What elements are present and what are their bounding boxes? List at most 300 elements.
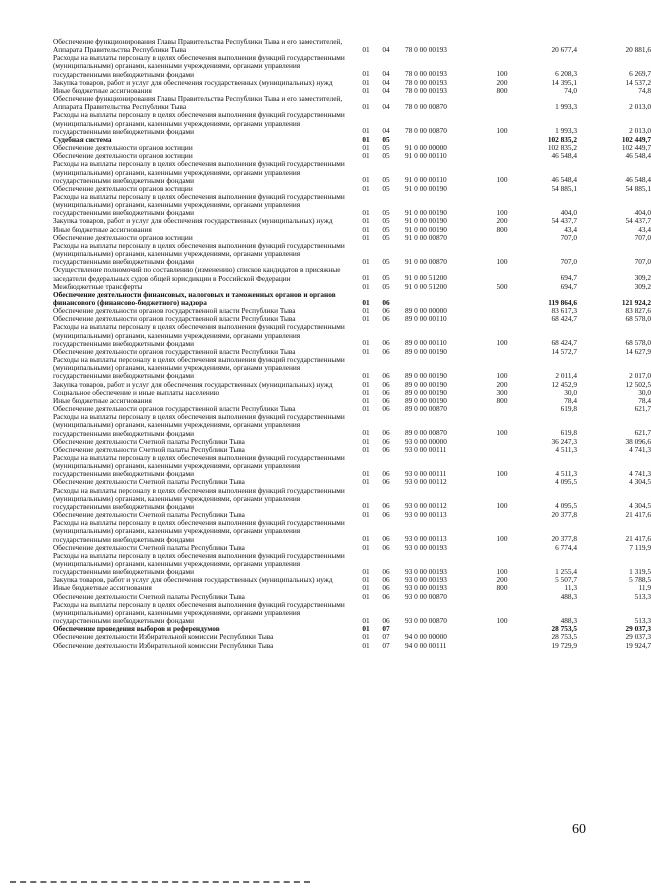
row-subsection-code: 06: [382, 436, 390, 446]
row-subsection-code: 06: [382, 510, 390, 520]
row-name: Обеспечение деятельности Счетной палаты Республики Тыва: [53, 436, 245, 446]
row-amount-year1: 5 507,7: [555, 575, 577, 585]
table-row: [53, 159, 651, 185]
row-target-code: 91 0 00 00190: [405, 207, 447, 217]
table-row: [53, 94, 651, 112]
row-target-code: 78 0 00 00870: [405, 101, 447, 111]
row-name: Расходы на выплаты персоналу в целях обеспечения выполнения функций государственными (муниципальными) органами, казенными учреждениями, органами управления государственными внебюджетными фондами: [53, 159, 345, 185]
row-amount-year1: 6 208,3: [555, 69, 577, 79]
row-section-code: 01: [362, 542, 370, 552]
row-section-code: 01: [362, 370, 370, 380]
row-subsection-code: 06: [382, 297, 390, 307]
row-subsection-code: 05: [382, 151, 390, 161]
row-amount-year2: 54 885,1: [625, 183, 651, 193]
row-target-code: 94 0 00 00111: [405, 640, 447, 650]
row-section-code: 01: [362, 387, 370, 397]
row-amount-year1: 20 677,4: [551, 44, 577, 54]
row-name: Обеспечение деятельности органов государственной власти Республики Тыва: [53, 314, 296, 324]
row-amount-year2: 1 319,5: [629, 566, 651, 576]
row-subsection-code: 05: [382, 256, 390, 266]
row-section-code: 01: [362, 428, 370, 438]
row-amount-year1: 619,8: [560, 404, 577, 414]
row-target-code: 91 0 00 00870: [405, 256, 447, 266]
row-section-code: 01: [362, 216, 370, 226]
row-amount-year2: 83 827,6: [625, 306, 651, 316]
row-name: Обеспечение деятельности Избирательной комиссии Республики Тыва: [53, 640, 274, 650]
row-target-code: 89 0 00 00190: [405, 395, 447, 405]
row-amount-year2: 68 578,0: [625, 338, 651, 348]
table-row: [53, 37, 651, 55]
row-section-code: 01: [362, 297, 370, 307]
row-section-code: 01: [362, 85, 370, 95]
row-section-code: 01: [362, 143, 370, 153]
row-amount-year2: 2 013,0: [629, 126, 651, 136]
row-target-code: 93 0 00 00112: [405, 501, 447, 511]
row-subsection-code: 05: [382, 216, 390, 226]
row-name: Расходы на выплаты персоналу в целях обеспечения выполнения функций государственными (муниципальными) органами, казенными учреждениями, органами управления государственными внебюджетными фондами: [53, 412, 345, 438]
row-subsection-code: 06: [382, 428, 390, 438]
row-amount-year1: 102 835,2: [547, 143, 577, 153]
row-section-code: 01: [362, 501, 370, 511]
row-subsection-code: 06: [382, 370, 390, 380]
row-section-code: 01: [362, 640, 370, 650]
row-section-code: 01: [362, 566, 370, 576]
row-name: Расходы на выплаты персоналу в целях обеспечения выполнения функций государственными (муниципальными) органами, казенными учреждениями, органами управления государственными внебюджетными фондами: [53, 485, 345, 511]
row-name: Обеспечение деятельности органов юстиции: [53, 151, 193, 161]
row-section-code: 01: [362, 346, 370, 356]
row-subsection-code: 06: [382, 566, 390, 576]
row-name: Расходы на выплаты персоналу в целях обеспечения выполнения функций государственными (муниципальными) органами, казенными учреждениями, органами управления государственными внебюджетными фондами: [53, 240, 345, 267]
row-name: Обеспечение деятельности Избирательной комиссии Республики Тыва: [53, 632, 274, 642]
row-subsection-code: 05: [382, 143, 390, 153]
row-name: Расходы на выплаты персоналу в целях обеспечения выполнения функций государственными (муниципальными) органами, казенными учреждениями, органами управления государственными внебюджетными фондами: [53, 518, 345, 544]
row-section-code: 01: [362, 314, 370, 324]
row-section-code: 01: [362, 338, 370, 348]
row-amount-year2: 21 417,6: [625, 534, 651, 544]
row-section-code: 01: [362, 575, 370, 585]
row-name: Расходы на выплаты персоналу в целях обеспечения выполнения функций государственными (муниципальными) органами, казенными учреждениями, органами управления государственными внебюджетными фондами: [53, 110, 345, 136]
row-amount-year1: 707,0: [560, 232, 577, 242]
row-expense-type: 800: [496, 85, 508, 95]
row-amount-year2: 29 037,3: [625, 632, 651, 642]
row-name: Закупка товаров, работ и услуг для обеспечения государственных (муниципальных) нужд: [53, 575, 333, 585]
row-amount-year1: 68 424,7: [551, 338, 577, 348]
row-subsection-code: 05: [382, 232, 390, 242]
row-subsection-code: 06: [382, 387, 390, 397]
row-target-code: 91 0 00 00870: [405, 232, 447, 242]
row-subsection-code: 04: [382, 44, 390, 54]
row-amount-year1: 4 511,3: [555, 468, 577, 478]
row-section-code: 01: [362, 624, 370, 634]
row-amount-year2: 6 269,7: [629, 69, 651, 79]
row-name: Обеспечение деятельности органов юстиции: [53, 143, 193, 153]
row-target-code: 91 0 00 00190: [405, 224, 447, 234]
row-target-code: 93 0 00 00111: [405, 444, 447, 454]
budget-table: [53, 37, 651, 650]
row-target-code: 89 0 00 00190: [405, 346, 447, 356]
row-amount-year1: 1 255,4: [555, 566, 577, 576]
row-subsection-code: 06: [382, 468, 390, 478]
row-subsection-code: 06: [382, 477, 390, 487]
row-name: Расходы на выплаты персоналу в целях обеспечения выполнения функций государственными (муниципальными) органами, казенными учреждениями, органами управления государственными внебюджетными фондами: [53, 191, 345, 218]
row-name: Судебная система: [53, 134, 112, 144]
row-name: Иные бюджетные ассигнования: [53, 395, 152, 405]
row-target-code: 89 0 00 00110: [405, 314, 447, 324]
row-amount-year1: 4 095,5: [555, 477, 577, 487]
row-expense-type: 100: [496, 256, 508, 266]
row-amount-year2: 29 037,3: [625, 624, 651, 634]
row-expense-type: 100: [496, 428, 508, 438]
row-section-code: 01: [362, 306, 370, 316]
row-section-code: 01: [362, 379, 370, 389]
row-subsection-code: 06: [382, 583, 390, 593]
row-expense-type: 100: [496, 338, 508, 348]
row-target-code: 78 0 00 00193: [405, 69, 447, 79]
row-target-code: 78 0 00 00870: [405, 126, 447, 136]
row-expense-type: 100: [496, 615, 508, 625]
row-subsection-code: 05: [382, 224, 390, 234]
row-subsection-code: 04: [382, 85, 390, 95]
row-amount-year1: 619,8: [560, 428, 577, 438]
row-expense-type: 100: [496, 468, 508, 478]
row-expense-type: 200: [496, 216, 508, 226]
row-target-code: 78 0 00 00193: [405, 85, 447, 95]
row-name: Обеспечение деятельности Счетной палаты Республики Тыва: [53, 542, 245, 552]
row-amount-year1: 1 993,3: [555, 126, 577, 136]
row-subsection-code: 05: [382, 175, 390, 185]
row-amount-year2: 309,2: [634, 273, 651, 283]
row-name: Обеспечение деятельности Счетной палаты Республики Тыва: [53, 510, 245, 520]
row-subsection-code: 05: [382, 134, 390, 144]
row-subsection-code: 06: [382, 534, 390, 544]
row-expense-type: 800: [496, 395, 508, 405]
row-amount-year2: 404,0: [634, 207, 651, 217]
row-amount-year2: 12 502,5: [625, 379, 651, 389]
row-target-code: 89 0 00 00870: [405, 404, 447, 414]
row-amount-year1: 36 247,3: [551, 436, 577, 446]
row-expense-type: 800: [496, 224, 508, 234]
row-amount-year1: 694,7: [560, 273, 577, 283]
row-target-code: 91 0 00 00000: [405, 143, 447, 153]
row-subsection-code: 04: [382, 77, 390, 87]
row-amount-year1: 54 885,1: [551, 183, 577, 193]
row-amount-year2: 102 449,7: [621, 134, 651, 144]
row-expense-type: 200: [496, 575, 508, 585]
row-amount-year2: 2 013,0: [629, 101, 651, 111]
row-target-code: 89 0 00 00190: [405, 387, 447, 397]
row-amount-year2: 11,9: [638, 583, 651, 593]
row-name: Обеспечение деятельности Счетной палаты Республики Тыва: [53, 444, 245, 454]
row-section-code: 01: [362, 395, 370, 405]
row-amount-year1: 2 011,4: [555, 370, 577, 380]
row-target-code: 91 0 00 51200: [405, 273, 447, 283]
row-name: Обеспечение деятельности Счетной палаты Республики Тыва: [53, 477, 245, 487]
table-row: [53, 550, 651, 577]
row-section-code: 01: [362, 281, 370, 291]
row-section-code: 01: [362, 224, 370, 234]
row-amount-year2: 19 924,7: [625, 640, 651, 650]
row-target-code: 91 0 00 00110: [405, 175, 447, 185]
row-name: Закупка товаров, работ и услуг для обеспечения государственных (муниципальных) нужд: [53, 379, 333, 389]
row-name: Обеспечение деятельности органов юстиции: [53, 183, 193, 193]
row-amount-year2: 14 537,2: [625, 77, 651, 87]
row-expense-type: 100: [496, 370, 508, 380]
row-amount-year1: 28 753,5: [551, 632, 577, 642]
row-amount-year1: 694,7: [560, 281, 577, 291]
row-amount-year1: 30,0: [564, 387, 577, 397]
row-subsection-code: 06: [382, 542, 390, 552]
table-row: [53, 599, 651, 626]
row-section-code: 01: [362, 273, 370, 283]
row-target-code: 93 0 00 00112: [405, 477, 447, 487]
row-target-code: 89 0 00 00110: [405, 338, 447, 348]
row-amount-year2: 46 548,4: [625, 151, 651, 161]
row-amount-year1: 119 864,6: [548, 297, 577, 307]
row-name: Иные бюджетные ассигнования: [53, 583, 152, 593]
row-section-code: 01: [362, 468, 370, 478]
row-section-code: 01: [362, 101, 370, 111]
table-row: [53, 53, 651, 79]
row-subsection-code: 05: [382, 273, 390, 283]
row-name: Обеспечение функционирования Главы Правительства Республики Тыва и его заместителей, Аппарата Правительства Республики Тыва: [53, 37, 343, 55]
row-expense-type: 100: [496, 501, 508, 511]
row-section-code: 01: [362, 534, 370, 544]
row-amount-year1: 46 548,4: [551, 175, 577, 185]
row-amount-year2: 4 741,3: [629, 468, 651, 478]
row-amount-year2: 68 578,0: [625, 314, 651, 324]
row-section-code: 01: [362, 183, 370, 193]
row-subsection-code: 05: [382, 183, 390, 193]
row-subsection-code: 06: [382, 314, 390, 324]
row-target-code: 91 0 00 51200: [405, 281, 447, 291]
bottom-rule: [10, 881, 310, 883]
row-amount-year2: 707,0: [634, 256, 651, 266]
row-name: Расходы на выплаты персоналу в целях обеспечения выполнения функций государственными (муниципальными) органами, казенными учреждениями, органами управления государственными внебюджетными фондами: [53, 550, 345, 577]
row-amount-year1: 4 511,3: [555, 444, 577, 454]
row-amount-year1: 11,3: [564, 583, 577, 593]
row-amount-year1: 488,3: [560, 615, 577, 625]
row-expense-type: 800: [496, 583, 508, 593]
row-section-code: 01: [362, 444, 370, 454]
row-amount-year1: 4 095,5: [555, 501, 577, 511]
page-number: 60: [572, 822, 586, 837]
row-subsection-code: 06: [382, 346, 390, 356]
row-section-code: 01: [362, 69, 370, 79]
row-expense-type: 100: [496, 207, 508, 217]
row-subsection-code: 04: [382, 69, 390, 79]
row-target-code: 78 0 00 00193: [405, 77, 447, 87]
row-name: Расходы на выплаты персоналу в целях обеспечения выполнения функций государственными (муниципальными) органами, казенными учреждениями, органами управления государственными внебюджетными фондами: [53, 322, 345, 348]
row-amount-year2: 621,7: [634, 404, 651, 414]
row-amount-year2: 38 096,6: [625, 436, 651, 446]
row-name: Иные бюджетные ассигнования: [53, 224, 152, 234]
row-subsection-code: 07: [382, 640, 390, 650]
row-amount-year2: 21 417,6: [625, 510, 651, 520]
row-target-code: 94 0 00 00000: [405, 632, 447, 642]
row-target-code: 89 0 00 00000: [405, 306, 447, 316]
row-target-code: 91 0 00 00190: [405, 183, 447, 193]
row-expense-type: 100: [496, 566, 508, 576]
row-name: Обеспечение деятельности органов государственной власти Республики Тыва: [53, 404, 296, 414]
row-amount-year2: 54 437,7: [625, 216, 651, 226]
row-expense-type: 200: [496, 77, 508, 87]
row-amount-year1: 404,0: [560, 207, 577, 217]
row-name: Обеспечение деятельности финансовых, налоговых и таможенных органов и органов финансового (финансово-бюджетного) надзора: [53, 289, 336, 307]
row-expense-type: 200: [496, 379, 508, 389]
row-subsection-code: 06: [382, 575, 390, 585]
row-target-code: 91 0 00 00190: [405, 216, 447, 226]
row-amount-year2: 5 788,5: [629, 575, 651, 585]
row-amount-year1: 14 572,7: [551, 346, 577, 356]
row-amount-year2: 513,3: [634, 591, 651, 601]
row-subsection-code: 06: [382, 338, 390, 348]
row-subsection-code: 06: [382, 404, 390, 414]
row-amount-year1: 102 835,2: [547, 134, 577, 144]
row-name: Расходы на выплаты персоналу в целях обеспечения выполнения функций государственными (муниципальными) органами, казенными учреждениями, органами управления государственными внебюджетными фондами: [53, 599, 345, 626]
row-target-code: 93 0 00 00193: [405, 583, 447, 593]
row-amount-year2: 309,2: [634, 281, 651, 291]
row-section-code: 01: [362, 436, 370, 446]
row-amount-year2: 4 304,5: [629, 477, 651, 487]
row-amount-year1: 78,4: [564, 395, 577, 405]
table-row: [53, 191, 651, 218]
row-subsection-code: 06: [382, 591, 390, 601]
row-target-code: 93 0 00 00193: [405, 566, 447, 576]
row-amount-year2: 7 119,9: [629, 542, 651, 552]
row-expense-type: 100: [496, 69, 508, 79]
table-row: [53, 240, 651, 267]
row-section-code: 01: [362, 44, 370, 54]
table-row: [53, 412, 651, 438]
row-name: Обеспечение деятельности органов государственной власти Республики Тыва: [53, 346, 296, 356]
row-amount-year1: 20 377,8: [551, 510, 577, 520]
row-amount-year1: 46 548,4: [551, 151, 577, 161]
row-subsection-code: 07: [382, 632, 390, 642]
row-section-code: 01: [362, 632, 370, 642]
row-subsection-code: 06: [382, 306, 390, 316]
row-section-code: 01: [362, 151, 370, 161]
row-section-code: 01: [362, 591, 370, 601]
row-name: Межбюджетные трансферты: [53, 281, 143, 291]
row-target-code: 89 0 00 00870: [405, 428, 447, 438]
row-amount-year1: 83 617,3: [551, 306, 577, 316]
row-target-code: 93 0 00 00111: [405, 468, 447, 478]
row-section-code: 01: [362, 404, 370, 414]
row-section-code: 01: [362, 134, 370, 144]
row-amount-year2: 4 741,3: [629, 444, 651, 454]
row-expense-type: 300: [496, 387, 508, 397]
row-expense-type: 100: [496, 175, 508, 185]
row-target-code: 93 0 00 00113: [405, 534, 447, 544]
row-name: Обеспечение деятельности Счетной палаты Республики Тыва: [53, 591, 245, 601]
row-amount-year2: 513,3: [634, 615, 651, 625]
row-amount-year2: 43,4: [638, 224, 651, 234]
row-name: Социальное обеспечение и иные выплаты населению: [53, 387, 220, 397]
row-name: Иные бюджетные ассигнования: [53, 85, 152, 95]
row-subsection-code: 05: [382, 281, 390, 291]
row-amount-year2: 30,0: [638, 387, 651, 397]
row-amount-year2: 74,8: [638, 85, 651, 95]
row-subsection-code: 06: [382, 395, 390, 405]
table-row: [53, 355, 651, 381]
row-target-code: 93 0 00 00193: [405, 542, 447, 552]
row-amount-year2: 46 548,4: [625, 175, 651, 185]
row-target-code: 89 0 00 00190: [405, 379, 447, 389]
row-amount-year2: 4 304,5: [629, 501, 651, 511]
row-amount-year1: 43,4: [564, 224, 577, 234]
row-section-code: 01: [362, 175, 370, 185]
row-amount-year1: 14 395,1: [551, 77, 577, 87]
row-name: Закупка товаров, работ и услуг для обеспечения государственных (муниципальных) нужд: [53, 216, 333, 226]
row-section-code: 01: [362, 583, 370, 593]
table-section-row: [53, 289, 651, 307]
row-target-code: 78 0 00 00193: [405, 44, 447, 54]
row-section-code: 01: [362, 510, 370, 520]
row-target-code: 93 0 00 00193: [405, 575, 447, 585]
row-amount-year1: 20 377,8: [551, 534, 577, 544]
row-name: Расходы на выплаты персоналу в целях обеспечения выполнения функций государственными (муниципальными) органами, казенными учреждениями, органами управления государственными внебюджетными фондами: [53, 355, 345, 381]
row-target-code: 91 0 00 00110: [405, 151, 447, 161]
table-row: [53, 452, 651, 479]
row-section-code: 01: [362, 207, 370, 217]
row-subsection-code: 06: [382, 501, 390, 511]
row-amount-year1: 54 437,7: [551, 216, 577, 226]
row-subsection-code: 05: [382, 207, 390, 217]
row-amount-year2: 2 017,0: [629, 370, 651, 380]
row-name: Осуществление полномочий по составлению (изменению) списков кандидатов в присяжные заседатели федеральных судов общей юрисдикции в Российской Федерации: [53, 265, 341, 283]
row-amount-year2: 621,7: [634, 428, 651, 438]
table-row: [53, 322, 651, 348]
row-section-code: 01: [362, 256, 370, 266]
row-name: Расходы на выплаты персоналу в целях обеспечения выполнения функций государственными (муниципальными) органами, казенными учреждениями, органами управления государственными внебюджетными фондами: [53, 53, 345, 79]
row-amount-year1: 488,3: [560, 591, 577, 601]
row-amount-year1: 28 753,5: [551, 624, 577, 634]
row-subsection-code: 06: [382, 615, 390, 625]
row-amount-year1: 74,0: [564, 85, 577, 95]
row-amount-year2: 78,4: [638, 395, 651, 405]
table-row: [53, 265, 651, 283]
row-subsection-code: 04: [382, 101, 390, 111]
row-target-code: 93 0 00 00113: [405, 510, 447, 520]
row-amount-year1: 1 993,3: [555, 101, 577, 111]
row-amount-year1: 68 424,7: [551, 314, 577, 324]
row-subsection-code: 06: [382, 444, 390, 454]
row-amount-year2: 707,0: [634, 232, 651, 242]
row-target-code: 89 0 00 00190: [405, 370, 447, 380]
row-name: Обеспечение деятельности органов государственной власти Республики Тыва: [53, 306, 296, 316]
row-amount-year1: 6 774,4: [555, 542, 577, 552]
row-subsection-code: 04: [382, 126, 390, 136]
row-amount-year2: 14 627,9: [625, 346, 651, 356]
row-name: Закупка товаров, работ и услуг для обеспечения государственных (муниципальных) нужд: [53, 77, 333, 87]
row-target-code: 93 0 00 00870: [405, 615, 447, 625]
row-expense-type: 100: [496, 126, 508, 136]
table-row: [53, 518, 651, 544]
row-section-code: 01: [362, 477, 370, 487]
row-section-code: 01: [362, 615, 370, 625]
table-row: [53, 640, 651, 650]
row-subsection-code: 07: [382, 624, 390, 634]
row-expense-type: 100: [496, 534, 508, 544]
row-amount-year1: 707,0: [560, 256, 577, 266]
row-section-code: 01: [362, 232, 370, 242]
row-name: Обеспечение функционирования Главы Правительства Республики Тыва и его заместителей, Аппарата Правительства Республики Тыва: [53, 94, 343, 112]
row-amount-year1: 19 729,9: [551, 640, 577, 650]
row-subsection-code: 06: [382, 379, 390, 389]
row-name: Обеспечение деятельности органов юстиции: [53, 232, 193, 242]
row-target-code: 93 0 00 00000: [405, 436, 447, 446]
row-amount-year1: 12 452,9: [551, 379, 577, 389]
